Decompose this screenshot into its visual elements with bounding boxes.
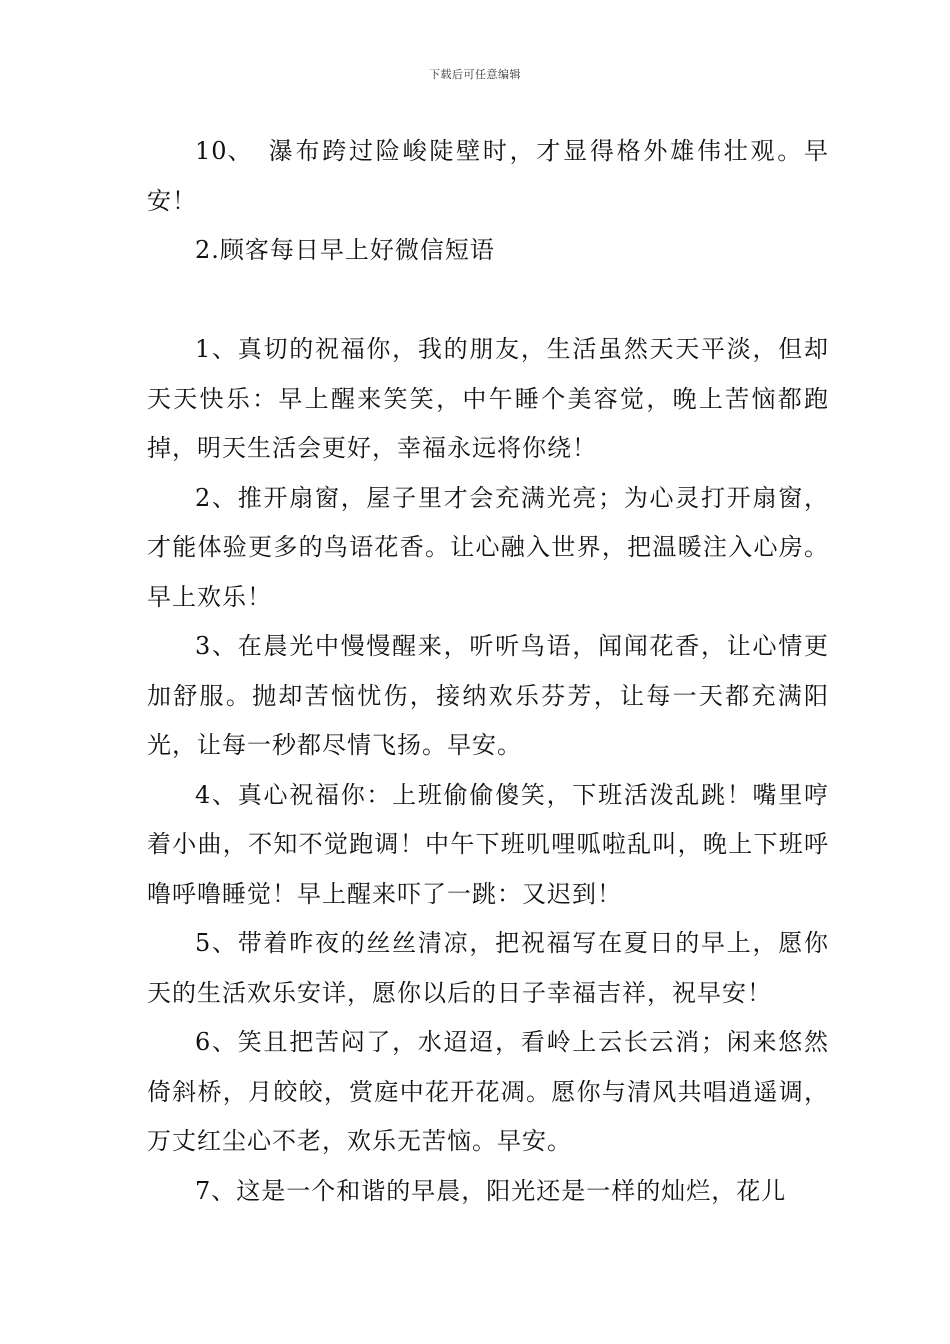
- document-body: [147, 127, 829, 1216]
- paragraph-item-7: 7、这是一个和谐的早晨，阳光还是一样的灿烂，花儿: [195, 1176, 787, 1205]
- section-heading: 2.顾客每日早上好微信短语: [195, 236, 495, 264]
- paragraph-item-4: 4、真心祝福你：上班偷偷傻笑，下班活泼乱跳！嘴里哼着小曲，不知不觉跑调！中午下班叽哩呱啦乱叫，晚上下班呼噜呼噜睡觉！早上醒来吓了一跳：又迟到！: [147, 780, 829, 908]
- paragraph-item-3: 3、在晨光中慢慢醒来，听听鸟语，闻闻花香，让心情更加舒服。抛却苦恼忧伤，接纳欢乐芬芳，让每一天都充满阳光，让每一秒都尽情飞扬。早安。: [147, 632, 829, 759]
- page-header: 下载后可任意编辑: [429, 68, 521, 81]
- item-number: 10、: [195, 137, 253, 165]
- item-text: 瀑布跨过险峻陡壁时，才显得格外雄伟壮观。早安！: [147, 137, 829, 215]
- paragraph-item-10: [147, 127, 829, 226]
- paragraph-item-6: 6、笑且把苦闷了，水迢迢，看岭上云长云消；闲来悠然倚斜桥，月皎皎，赏庭中花开花凋。愿你与清风共唱逍遥调，万丈红尘心不老，欢乐无苦恼。早安。: [147, 1028, 829, 1155]
- paragraph-item-2: 2、推开扇窗，屋子里才会充满光亮；为心灵打开扇窗，才能体验更多的鸟语花香。让心融入世界，把温暖注入心房。早上欢乐！: [147, 483, 829, 611]
- paragraph-item-1: 1、真切的祝福你，我的朋友，生活虽然天天平淡，但却天天快乐：早上醒来笑笑，中午睡个美容觉，晚上苦恼都跑掉，明天生活会更好，幸福永远将你绕！: [147, 335, 829, 462]
- blank-line: [147, 276, 829, 326]
- paragraph-item-5: 5、带着昨夜的丝丝清凉，把祝福写在夏日的早上，愿你天的生活欢乐安详，愿你以后的日子幸福吉祥，祝早安！: [147, 929, 829, 1007]
